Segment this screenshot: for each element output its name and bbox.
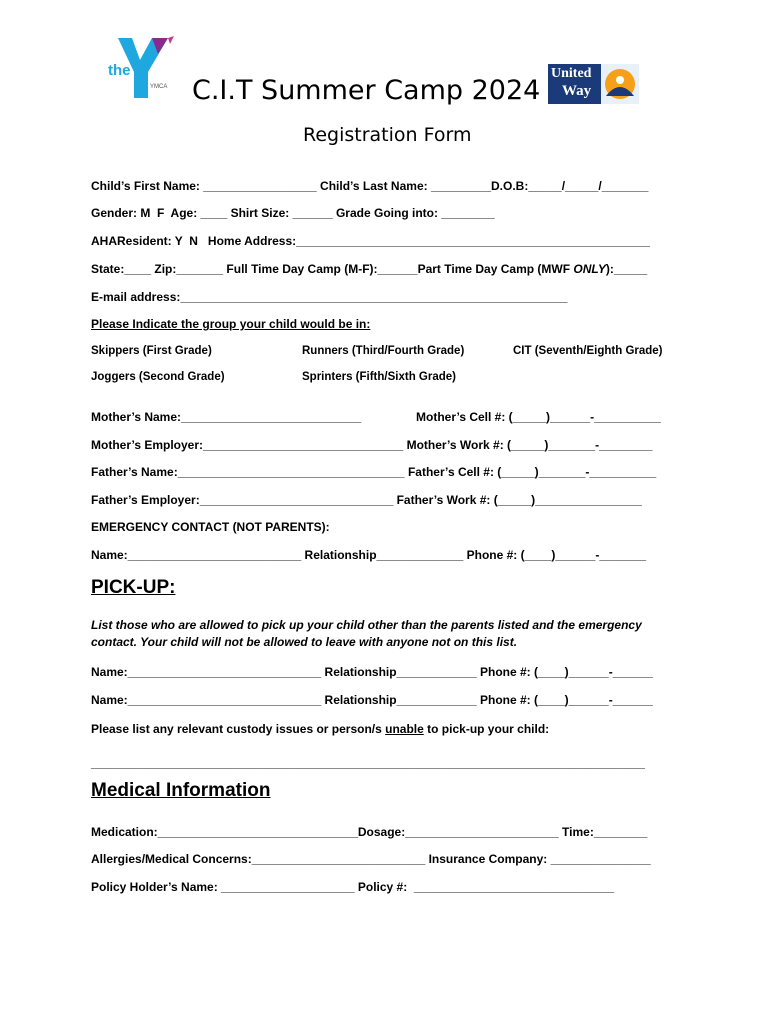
- medication-line[interactable]: Medication:______________________________Dosage:_______________________ Time:________: [91, 825, 648, 839]
- ymca-logo: [100, 32, 180, 104]
- custody-text-a: Please list any relevant custody issues or person/s: [91, 722, 386, 736]
- group-joggers[interactable]: Joggers (Second Grade): [91, 371, 225, 383]
- custody-blank[interactable]: ___________________________________________________________________________________: [91, 756, 645, 770]
- allergies-line[interactable]: Allergies/Medical Concerns:__________________________ Insurance Company: _______________: [91, 852, 651, 866]
- mother-name-line[interactable]: Mother’s Name:___________________________: [91, 410, 362, 424]
- custody-question: [91, 722, 549, 736]
- medical-heading: Medical Information: [91, 780, 271, 801]
- page-title: C.I.T Summer Camp 2024: [192, 75, 541, 106]
- pickup-row-1[interactable]: Name:_____________________________ Relationship____________ Phone #: (____)______-______: [91, 665, 653, 679]
- ymca-the-text: the: [108, 62, 131, 79]
- group-runners[interactable]: Runners (Third/Fourth Grade): [302, 345, 465, 357]
- group-skippers[interactable]: Skippers (First Grade): [91, 345, 212, 357]
- group-instruction: Please Indicate the group your child would be in:: [91, 317, 371, 331]
- united-way-text-1: United: [551, 66, 592, 81]
- policy-line[interactable]: Policy Holder’s Name: ____________________ Policy #: ______________________________: [91, 880, 615, 894]
- pickup-note-1: List those who are allowed to pick up your child other than the parents listed and the emergency: [91, 618, 642, 632]
- gender-age-line[interactable]: Gender: M F Age: ____ Shirt Size: ______ Grade Going into: ________: [91, 206, 495, 220]
- camp-type-text: State:____ Zip:_______ Full Time Day Camp (M-F):______Part Time Day Camp (MWF: [91, 262, 574, 276]
- page-subtitle: Registration Form: [303, 124, 472, 146]
- mother-cell-line[interactable]: Mother’s Cell #: (_____)______-__________: [416, 410, 661, 424]
- camp-type-only: ONLY: [573, 262, 606, 276]
- united-way-text-2: Way: [562, 83, 592, 99]
- mother-employer-line[interactable]: Mother’s Employer:______________________________ Mother’s Work #: (_____)_______-________: [91, 438, 653, 452]
- pickup-note-2: contact. Your child will not be allowed to leave with anyone not on this list.: [91, 635, 518, 649]
- camp-type-end: ):_____: [605, 262, 648, 276]
- custody-unable: unable: [385, 722, 424, 736]
- pickup-heading: PICK-UP:: [91, 577, 176, 598]
- group-sprinters[interactable]: Sprinters (Fifth/Sixth Grade): [302, 371, 456, 383]
- father-name-line[interactable]: Father’s Name:__________________________________ Father’s Cell #: (_____)_______-__________: [91, 465, 657, 479]
- pickup-row-2[interactable]: Name:_____________________________ Relationship____________ Phone #: (____)______-______: [91, 693, 653, 707]
- emergency-line[interactable]: Name:__________________________ Relationship_____________ Phone #: (____)______-_______: [91, 548, 647, 562]
- custody-text-c: to pick-up your child:: [423, 722, 550, 736]
- camp-type-line[interactable]: [91, 262, 647, 276]
- father-employer-line[interactable]: Father’s Employer:_____________________________ Father’s Work #: (_____)________________: [91, 493, 642, 507]
- ymca-small-text: YMCA: [150, 84, 168, 90]
- united-way-logo: [548, 64, 639, 104]
- group-cit[interactable]: CIT (Seventh/Eighth Grade): [513, 345, 663, 357]
- address-line[interactable]: AHAResident: Y N Home Address:_____________________________________________________: [91, 234, 650, 248]
- email-line[interactable]: E-mail address:__________________________________________________________: [91, 290, 568, 304]
- emergency-heading: EMERGENCY CONTACT (NOT PARENTS):: [91, 520, 330, 534]
- child-info-line[interactable]: Child’s First Name: _________________ Child’s Last Name: _________D.O.B:_____/_____/_______: [91, 179, 649, 193]
